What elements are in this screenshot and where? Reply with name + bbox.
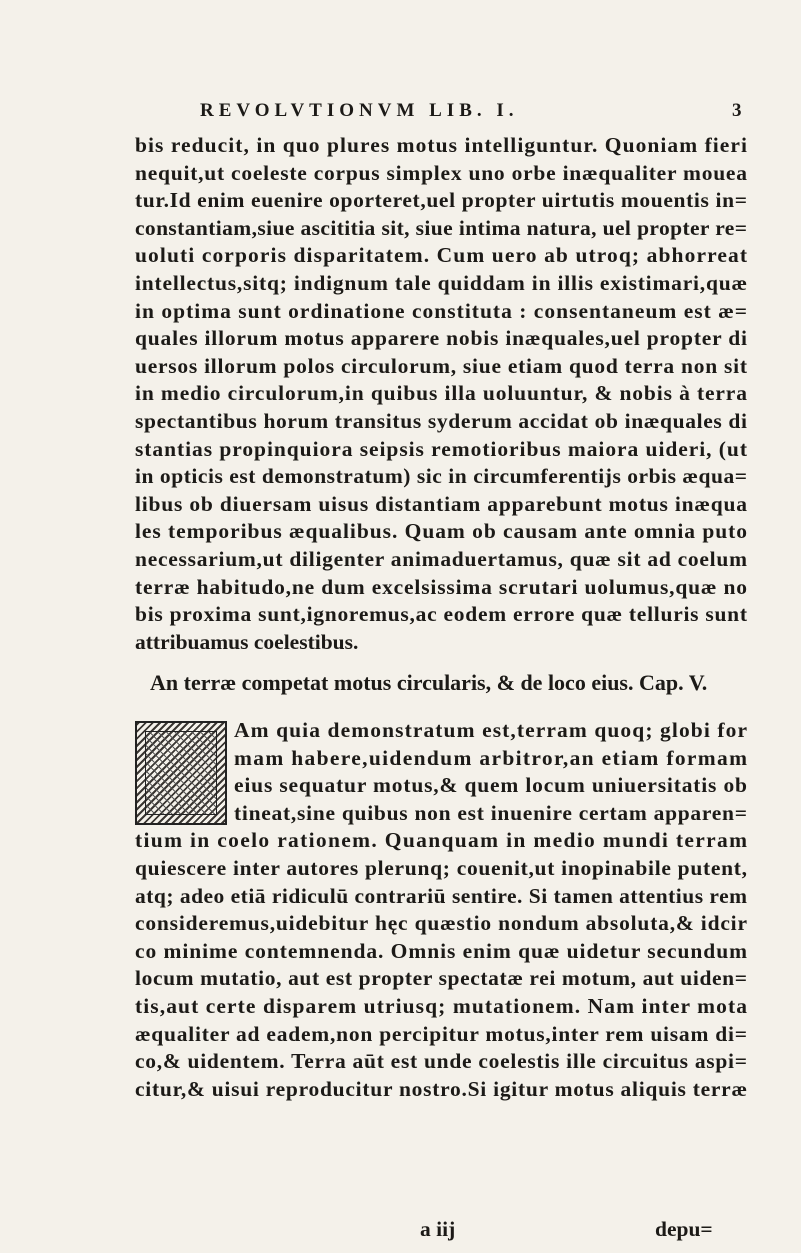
chapter-heading: An terræ competat motus circularis, & de loco eius. Cap. V. xyxy=(150,670,708,695)
text-line: constantiam,siue ascititia sit, siue intima natura, uel propter re= xyxy=(135,215,748,240)
text-line: attribuamus coelestibus. xyxy=(135,629,359,654)
text-line: æqualiter ad eadem,non percipitur motus,inter rem uisam di= xyxy=(135,1021,748,1046)
text-line: uersos illorum polos circulorum, siue etiam quod terra non sit xyxy=(135,353,748,378)
text-line: uoluti corporis disparitatem. Cum uero ab utroq; abhorreat xyxy=(135,243,749,268)
text-line: intellectus,sitq; indignum tale quiddam in illis existimari,quæ xyxy=(135,270,748,295)
text-line: tis,aut certe disparem utriusq; mutationem. Nam inter mota xyxy=(135,993,749,1018)
running-title: REVOLVTIONVM LIB. I. xyxy=(200,100,519,121)
text-line: tineat,sine quibus non est inuenire certam apparen= xyxy=(234,800,748,825)
paragraph-2 xyxy=(135,717,747,1103)
text-line: co,& uidentem. Terra aūt est unde coelestis ille circuitus aspi= xyxy=(135,1049,748,1074)
page-number: 3 xyxy=(732,100,742,121)
text-line: quales illorum motus apparere nobis inæquales,uel propter di xyxy=(135,326,748,351)
text-line: bis reducit, in quo plures motus intelliguntur. Quoniam fieri xyxy=(135,133,749,157)
text-line: co minime contemnenda. Omnis enim quæ uidetur secundum xyxy=(135,938,748,963)
text-line: locum mutatio, aut est propter spectatæ rei motum, aut uiden= xyxy=(135,966,748,991)
text-line: eius sequatur motus,& quem locum uniuersitatis ob xyxy=(234,773,748,798)
catchword: depu= xyxy=(655,1217,713,1241)
running-header xyxy=(200,100,760,122)
text-line: Am quia demonstratum est,terram quoq; globi for xyxy=(234,718,749,742)
paragraph-1 xyxy=(135,132,747,656)
text-line: citur,& uisui reproducitur nostro.Si igitur motus aliquis terræ xyxy=(135,1076,748,1101)
text-line: terræ habitudo,ne dum excelsissima scrutari uolumus,quæ no xyxy=(135,574,748,599)
text-line: tium in coelo rationem. Quanquam in medio mundi terram xyxy=(135,828,749,853)
text-line: mam habere,uidendum arbitror,an etiam formam xyxy=(234,745,749,770)
text-line: necessarium,ut diligenter animaduertamus, quæ sit ad coelum xyxy=(135,546,748,571)
text-line: quiescere inter autores plerunq; couenit,ut inopinabile putent, xyxy=(135,855,748,880)
text-line: les temporibus æqualibus. Quam ob causam ante omnia puto xyxy=(135,519,748,544)
text-line: atq; adeo etiā ridiculū contrariū sentire. Si tamen attentius rem xyxy=(135,883,748,908)
text-line: in opticis est demonstratum) sic in circumferentijs orbis æqua= xyxy=(135,464,748,489)
signature-mark: a iij xyxy=(420,1217,456,1241)
text-line: stantias propinquiora seipsis remotioribus maiora uideri, (ut xyxy=(135,436,748,461)
text-line: spectantibus horum transitus syderum accidat ob inæquales di xyxy=(135,408,748,433)
text-line: tur.Id enim euenire oporteret,uel propter uirtutis mouentis in= xyxy=(135,188,748,213)
text-line: bis proxima sunt,ignoremus,ac eodem errore quæ telluris sunt xyxy=(135,602,748,627)
text-line: libus ob diuersam uisus distantiam apparebunt motus inæqua xyxy=(135,491,748,516)
text-line: consideremus,uidebitur hęc quæstio nondum absoluta,& idcir xyxy=(135,911,748,936)
text-line: nequit,ut coeleste corpus simplex uno orbe inæqualiter mouea xyxy=(135,160,748,185)
text-line: in medio circulorum,in quibus illa uoluuntur, & nobis à terra xyxy=(135,381,748,406)
text-line: in optima sunt ordinatione constituta : consentaneum est æ= xyxy=(135,298,749,323)
